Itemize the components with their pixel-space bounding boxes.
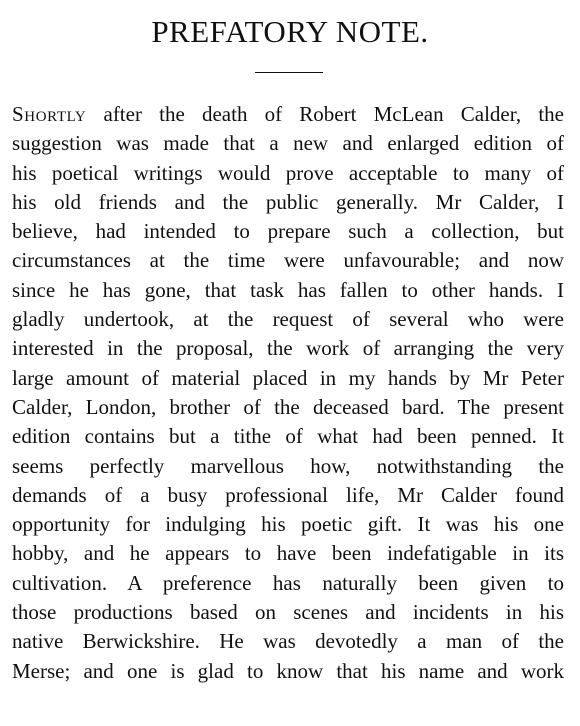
text-line-4: his old friends and the public generally. Mr Calder, I [12, 189, 564, 214]
text-line-3: his poetical writings would prove acceptable to many of [12, 160, 564, 185]
text-line-17: cultivation. A preference has naturally been given to [12, 570, 564, 595]
text-line-7: since he has gone, that task has fallen to other hands. I [12, 277, 564, 302]
text-line-19: native Berwickshire. He was devotedly a man of the [12, 629, 564, 654]
text-line-12: edition contains but a tithe of what had been penned. It [12, 424, 564, 449]
text-line-18: those productions based on scenes and incidents in his [12, 600, 564, 625]
title-rule [255, 72, 323, 73]
text-line-10: large amount of material placed in my hands by Mr Peter [12, 365, 564, 390]
prefatory-note-body [12, 100, 564, 686]
text-line-20: Merse; and one is glad to know that his name and work [12, 658, 564, 683]
text-line-6: circumstances at the time were unfavourable; and now [12, 248, 564, 273]
text-line-9: interested in the proposal, the work of arranging the very [12, 336, 564, 361]
text-line-15: opportunity for indulging his poetic gift. It was his one [12, 512, 564, 537]
text-line-16: hobby, and he appears to have been indefatigable in its [12, 541, 564, 566]
first-word: Shortly [12, 102, 87, 126]
text-line-8: gladly undertook, at the request of several who were [12, 307, 564, 332]
text-line-11: Calder, London, brother of the deceased bard. The present [12, 394, 564, 419]
text-line-1 [12, 100, 564, 129]
text-line-14: demands of a busy professional life, Mr Calder found [12, 482, 564, 507]
text-line-5: believe, had intended to prepare such a collection, but [12, 219, 564, 244]
text-line-2: suggestion was made that a new and enlarged edition of [12, 131, 564, 156]
text-line-13: seems perfectly marvellous how, notwithstanding the [12, 453, 564, 478]
page-title: PREFATORY NOTE. [151, 14, 429, 49]
text-line-1-rest: after the death of Robert McLean Calder, the [86, 102, 564, 126]
